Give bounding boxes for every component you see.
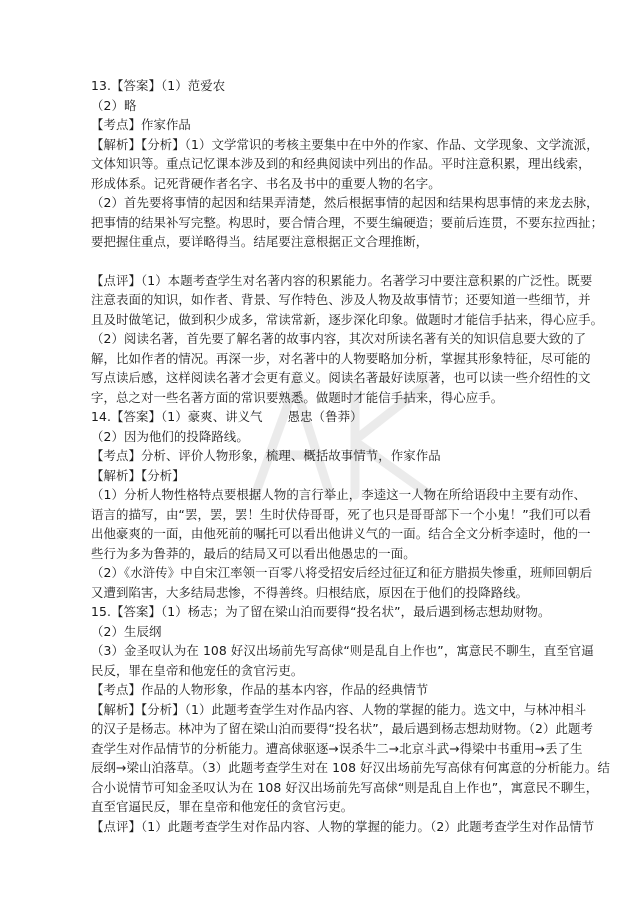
answer-document <box>91 76 610 836</box>
text-line: 民反，罪在皇帝和他宠任的贪官污吏。 <box>91 662 304 678</box>
text-line: 辰纲→梁山泊落草。（3）此题考查学生对在 108 好汉出场前先写高俅有何寓意的分析能力。结 <box>91 760 610 775</box>
text-line: 14.【答案】（1）豪爽、讲义气 愚忠（鲁莽） <box>91 409 363 424</box>
text-line: 注意表面的知识，如作者、背景、写作特色、涉及人物及故事情节；还要知道一些细节，并 <box>91 292 591 307</box>
text-line: （2）略 <box>91 97 137 113</box>
text-line: 要把握住重点，要详略得当。结尾要注意根据正文合理推断， <box>91 234 429 249</box>
text-line: 【点评】（1）本题考查学生对名著内容的积累能力。名著学习中要注意积累的广泛性。既要 <box>91 272 593 288</box>
text-line: 【解析】【分析】 <box>91 467 185 483</box>
text-line: （3）金圣叹认为在 108 好汉出场前先写高俅“则是乱自上作也”，寓意民不聊生，直至官逼 <box>91 643 594 658</box>
text-line: 文体知识等。重点记忆课本涉及到的和经典阅读中列出的作品。平时注意积累，理出线索， <box>91 156 591 171</box>
text-line: 形成体系。记死背硬作者名字、书名及书中的重要人物的名字。 <box>91 175 441 191</box>
text-line: 解，比如作者的情况。再深一步，对名著中的人物要略加分析，掌握其形象特征，尽可能的 <box>91 350 591 366</box>
text-line: 13.【答案】（1）范爱农 <box>91 78 226 93</box>
text-line: 且及时做笔记，做到积少成多，常读常新，逐步深化印象。做题时才能信手拈来，得心应手。 <box>91 311 604 327</box>
text-line: 又遭到陷害，大多结局悲惨，不得善终。归根结底，原因在于他们的投降路线。 <box>91 584 529 600</box>
text-line: （1）分析人物性格特点要根据人物的言行举止，李逵这一人物在所给语段中主要有动作、 <box>91 487 587 502</box>
text-line: 【解析】【分析】（1）此题考查学生对作品内容、人物的掌握的能力。选文中，与林冲相斗 <box>91 701 587 717</box>
text-line: （2）首先要将事情的起因和结果弄清楚，然后根据事情的起因和结果构思事情的来龙去脉， <box>91 195 599 210</box>
text-line: （2）《水浒传》中自宋江率领一百零八将受招安后经过征辽和征方腊损失惨重，班师回朝后 <box>91 565 593 580</box>
text-line: 字，总之对一些名著方面的常识要熟悉。做题时才能信手拈来，得心应手。 <box>91 389 504 405</box>
text-line: 【考点】分析、评价人物形象，梳理、概括故事情节，作家作品 <box>91 448 441 463</box>
text-line: 出他豪爽的一面，由他死前的嘱托可以看出他讲义气的一面。结合全文分析李逵时，他的一 <box>91 526 591 541</box>
text-line: （2）因为他们的投降路线。 <box>91 428 249 444</box>
text-line: 【解析】【分析】（1）文学常识的考核主要集中在中外的作家、作品、文学现象、文学流派， <box>91 136 599 152</box>
text-line: 合小说情节可知金圣叹认为在 108 好汉出场前先写高俅“则是乱自上作也”，寓意民不聊生， <box>91 779 599 795</box>
text-line: 【考点】作家作品 <box>91 117 191 132</box>
text-line: 【点评】（1）此题考查学生对作品内容、人物的掌握的能力。（2）此题考查学生对作品情节 <box>91 818 595 834</box>
text-line: （2）生辰纲 <box>91 623 162 639</box>
text-line <box>91 252 553 271</box>
text-line: 的汉子是杨志。林冲为了留在梁山泊而要得“投名状”，最后遇到杨志想劫财物。（2）此题考 <box>91 721 593 736</box>
text-line: 语言的描写，由“罢，罢，罢！生时伏侍哥哥，死了也只是哥哥部下一个小鬼！”我们可以看 <box>91 506 592 522</box>
text-line: （2）阅读名著，首先要了解名著的故事内容，其次对所读名著有关的知识信息要大致的了 <box>91 331 587 346</box>
text-line: 些行为多为鲁莽的，最后的结局又可以看出他愚忠的一面。 <box>91 545 416 561</box>
text-line: 【考点】作品的人物形象，作品的基本内容，作品的经典情节 <box>91 682 429 697</box>
text-line: 写点读后感，这样阅读名著才会更有意义。阅读名著最好读原著，也可以读一些介绍性的文 <box>91 370 591 385</box>
text-line: 15.【答案】（1）杨志；为了留在梁山泊而要得“投名状”，最后遇到杨志想劫财物。 <box>91 604 551 619</box>
text-line: 直至官逼民反，罪在皇帝和他宠任的贪官污吏。 <box>91 799 354 814</box>
text-line: 把事情的结果补写完整。构思时，要合情合理，不要生编硬造；要前后连贯，不要东拉西扯； <box>91 214 604 230</box>
text-line: 查学生对作品情节的分析能力。遭高俅驱逐→误杀牛二→北京斗武→得梁中书重用→丢了生 <box>91 740 583 756</box>
